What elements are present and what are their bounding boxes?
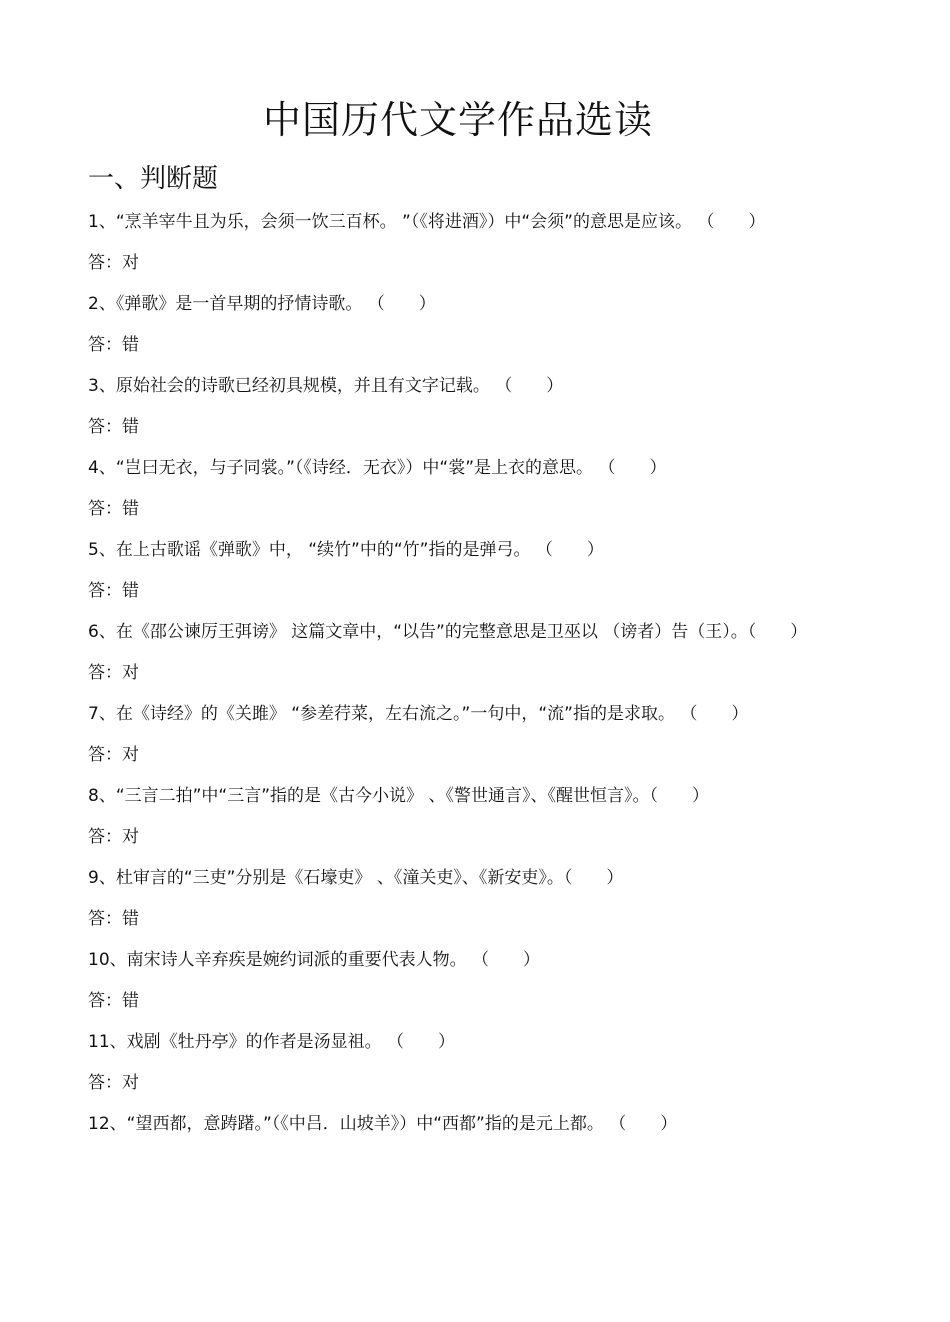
question-text: 4、“岂曰无衣，与子同裳。”（《诗经．无衣》）中“裳”是上衣的意思。 （ ） [88,458,667,478]
question-item-10 [88,945,888,1027]
answer-text: 答：错 [88,581,139,601]
question-list [88,207,888,1150]
section-heading: 一、判断题 [88,164,219,194]
answer-text: 答：错 [88,991,139,1011]
answer-text: 答：对 [88,663,139,683]
question-text: 1、“烹羊宰牛且为乐，会须一饮三百杯。 ”（《将进酒》）中“会须”的意思是应该。 （ ） [88,212,766,232]
document-title: 中国历代文学作品选读 [262,98,653,142]
answer-text: 答：对 [88,1073,139,1093]
question-text: 9、杜审言的“三吏”分别是《石壕吏》 、《潼关吏》、《新安吏》。（ ） [88,868,624,888]
question-item-3 [88,371,888,453]
question-text: 12、“望西都，意踌躇。”（《中吕．山坡羊》）中“西都”指的是元上都。 （ ） [88,1114,678,1134]
question-text: 5、在上古歌谣《弹歌》中， “续竹”中的“竹”指的是弹弓。 （ ） [88,540,604,560]
question-item-9 [88,863,888,945]
question-item-4 [88,453,888,535]
question-item-2 [88,289,888,371]
answer-text: 答：错 [88,909,139,929]
answer-text: 答：对 [88,745,139,765]
question-item-1 [88,207,888,289]
question-text: 8、“三言二拍”中“三言”指的是《古今小说》 、《警世通言》、《醒世恒言》。（ ） [88,786,709,806]
answer-text: 答：对 [88,827,139,847]
question-item-8 [88,781,888,863]
answer-text: 答：错 [88,417,139,437]
question-item-6 [88,617,888,699]
question-text: 11、戏剧《牡丹亭》的作者是汤显祖。 （ ） [88,1032,456,1052]
question-item-11 [88,1027,888,1109]
question-text: 6、在《邵公谏厉王弭谤》 这篇文章中，“以告”的完整意思是卫巫以 （谤者）告（王）。（ ） [88,622,808,642]
answer-text: 答：对 [88,253,139,273]
question-item-7 [88,699,888,781]
question-text: 3、原始社会的诗歌已经初具规模，并且有文字记载。 （ ） [88,376,564,396]
answer-text: 答：错 [88,335,139,355]
question-text: 2、《弹歌》是一首早期的抒情诗歌。 （ ） [88,294,436,314]
question-text: 7、在《诗经》的《关雎》 “参差荇菜，左右流之。”一句中，“流”指的是求取。 （ ） [88,704,749,724]
question-item-5 [88,535,888,617]
question-text: 10、南宋诗人辛弃疾是婉约词派的重要代表人物。 （ ） [88,950,541,970]
answer-text: 答：错 [88,499,139,519]
question-item-12 [88,1109,888,1150]
